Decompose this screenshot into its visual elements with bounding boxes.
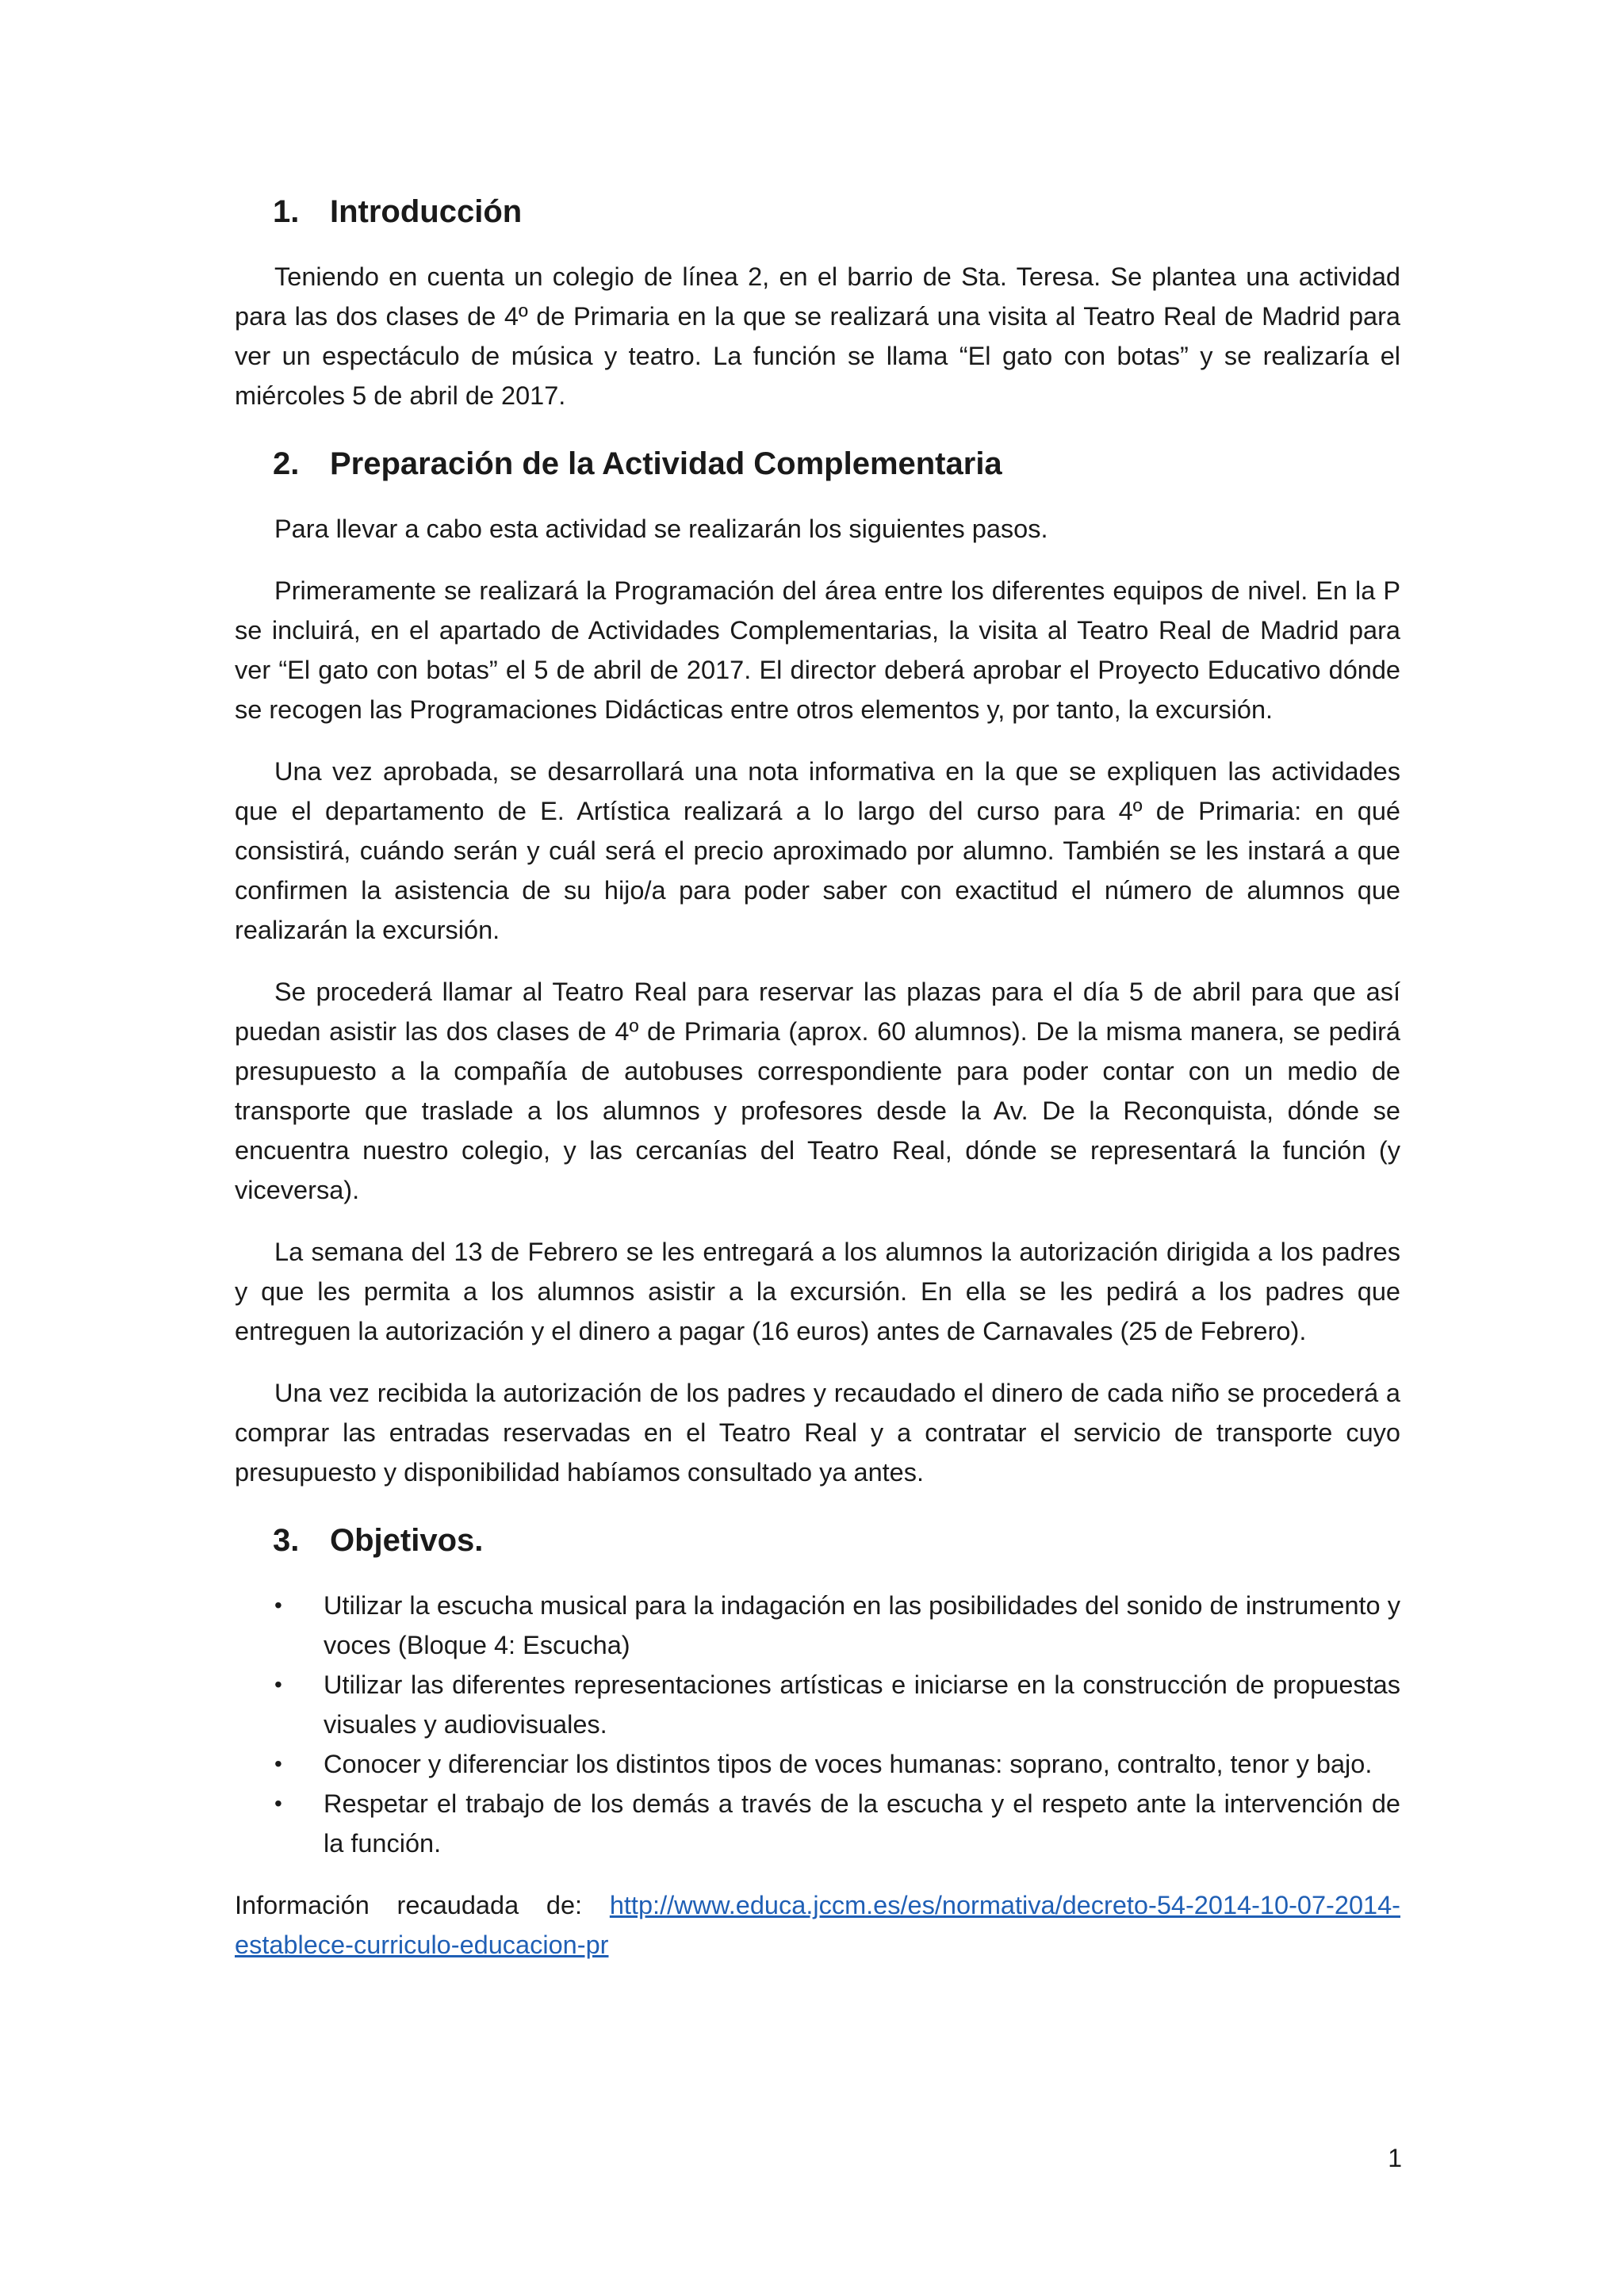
section-number: 1. [273,194,300,229]
paragraph: Una vez recibida la autorización de los padres y recaudado el dinero de cada niño se procederá a comprar las entradas reservadas en el Teatro Real y a contratar el servicio de transporte cuyo presupuesto y disponibilidad habíamos consultado ya antes. [235,1379,1400,1487]
source-label: Información recaudada de: [235,1891,610,1919]
section-number: 2. [273,446,300,481]
paragraph: Primeramente se realizará la Programación del área entre los diferentes equipos de nivel. En la P se incluirá, en el apartado de Actividades Complementarias, la visita al Teatro Real de Madrid para ver “El gato con botas” el 5 de abril de 2017. El director deberá aprobar el Proyecto Educativo dónde se recogen las Programaciones Didácticas entre otros elementos y, por tanto, la excursión. [235,576,1400,724]
bullet-icon: • [274,1751,282,1776]
bullet-icon: • [274,1791,282,1816]
list-item [235,1665,1400,1744]
paragraph: Teniendo en cuenta un colegio de línea 2, en el barrio de Sta. Teresa. Se plantea una actividad para las dos clases de 4º de Primaria en la que se realizará una visita al Teatro Real de Madrid para ver un espectáculo de música y teatro. La función se llama “El gato con botas” y se realizaría el miércoles 5 de abril de 2017. [235,262,1400,410]
section-heading-introduccion [235,190,1400,233]
document-body [235,190,1400,1965]
objectives-list [235,1586,1400,1863]
section-heading-preparacion [235,442,1400,485]
section-title: Preparación de la Actividad Complementaria [330,446,1002,481]
page-number: 1 [1388,2144,1402,2172]
list-item-text: Utilizar la escucha musical para la indagación en las posibilidades del sonido de instrumento y voces (Bloque 4: Escucha) [324,1591,1400,1659]
list-item [235,1586,1400,1665]
list-item [235,1744,1400,1784]
list-item [235,1784,1400,1863]
section-title: Introducción [330,194,523,229]
list-item-text: Conocer y diferenciar los distintos tipos de voces humanas: soprano, contralto, tenor y bajo. [324,1750,1373,1778]
paragraph: Se procederá llamar al Teatro Real para reservar las plazas para el día 5 de abril para que así puedan asistir las dos clases de 4º de Primaria (aprox. 60 alumnos). De la misma manera, se pedirá presupuesto a la compañía de autobuses correspondiente para poder contar con un medio de transporte que traslade a los alumnos y profesores desde la Av. De la Reconquista, dónde se encuentra nuestro colegio, y las cercanías del Teatro Real, dónde se representará la función (y viceversa). [235,978,1400,1204]
paragraph: Una vez aprobada, se desarrollará una nota informativa en la que se expliquen las actividades que el departamento de E. Artística realizará a lo largo del curso para 4º de Primaria: en qué consistirá, cuándo serán y cuál será el precio aproximado por alumno. También se les instará a que confirmen la asistencia de su hijo/a para poder saber con exactitud el número de alumnos que realizarán la excursión. [235,757,1400,944]
paragraph: Para llevar a cabo esta actividad se realizarán los siguientes pasos. [274,515,1048,543]
list-item-text: Respetar el trabajo de los demás a través de la escucha y el respeto ante la intervención de la función. [324,1789,1400,1858]
source-link[interactable]: http://www.educa.jccm.es/es/normativa/decreto-54-2014-10-07-2014-establece-curriculo-educacion-pr [235,1891,1400,1959]
section-number: 3. [273,1523,300,1558]
paragraph: La semana del 13 de Febrero se les entregará a los alumnos la autorización dirigida a los padres y que les permita a los alumnos asistir a la excursión. En ella se les pedirá a los padres que entreguen la autorización y el dinero a pagar (16 euros) antes de Carnavales (25 de Febrero). [235,1238,1400,1345]
bullet-icon: • [274,1672,282,1697]
section-heading-objetivos [235,1519,1400,1562]
bullet-icon: • [274,1593,282,1617]
section-title: Objetivos. [330,1523,484,1558]
list-item-text: Utilizar las diferentes representaciones artísticas e iniciarse en la construcción de propuestas visuales y audiovisuales. [324,1670,1400,1739]
source-reference [235,1885,1400,1965]
